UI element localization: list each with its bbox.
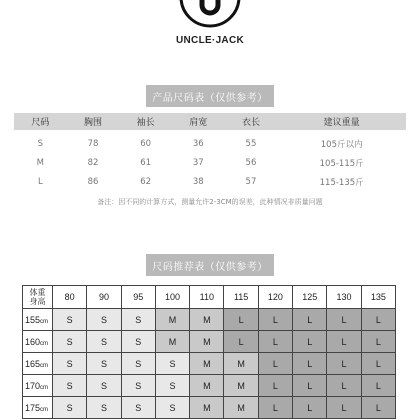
size-cell: L xyxy=(224,331,258,353)
table-cell: 86 xyxy=(87,176,99,187)
header-weight: 建议重量 xyxy=(277,113,406,130)
size-cell: L xyxy=(258,353,292,375)
height-row xyxy=(23,331,396,353)
recommend-table-title: 尺码推荐表（仅供参考） xyxy=(146,254,274,276)
size-cell: S xyxy=(87,397,121,419)
size-cell: M xyxy=(190,331,224,353)
height-row xyxy=(23,397,396,419)
size-cell: L xyxy=(258,309,292,331)
size-cell: L xyxy=(293,375,327,397)
table-cell: S xyxy=(37,138,44,149)
height-cell xyxy=(23,353,53,375)
size-cell: M xyxy=(155,331,189,353)
size-cell: L xyxy=(224,309,258,331)
size-table xyxy=(14,113,406,191)
size-cell: S xyxy=(121,309,155,331)
size-cell: L xyxy=(361,353,395,375)
height-value: 155 xyxy=(25,314,41,325)
size-cell: S xyxy=(155,353,189,375)
size-table-title: 产品尺码表（仅供参考） xyxy=(146,85,274,107)
size-cell: M xyxy=(224,375,258,397)
size-cell: S xyxy=(53,375,87,397)
table-cell: 115-135斤 xyxy=(319,177,364,188)
header-size: 尺码 xyxy=(14,113,67,130)
height-cell xyxy=(23,375,53,397)
table-cell: 56 xyxy=(245,157,257,168)
size-table-header-row xyxy=(14,113,406,130)
size-cell: M xyxy=(224,353,258,375)
size-cell: L xyxy=(361,331,395,353)
table-cell: 78 xyxy=(87,138,99,149)
weight-header-cell: 110 xyxy=(190,286,224,309)
table-cell: 61 xyxy=(140,157,152,168)
weight-header-cell: 100 xyxy=(155,286,189,309)
size-cell: S xyxy=(53,331,87,353)
table-cell: 60 xyxy=(140,138,152,149)
header-shoulder: 肩宽 xyxy=(172,113,225,130)
corner-height-label: 身高 xyxy=(29,297,46,306)
weight-header-cell: 115 xyxy=(224,286,258,309)
height-row xyxy=(23,353,396,375)
size-cell: M xyxy=(190,397,224,419)
table-cell: 55 xyxy=(245,138,257,149)
size-cell: L xyxy=(293,309,327,331)
height-unit: cm xyxy=(40,362,49,369)
table-cell: 57 xyxy=(245,176,257,187)
size-cell: S xyxy=(121,353,155,375)
size-cell: S xyxy=(53,353,87,375)
height-row xyxy=(23,309,396,331)
recommend-table xyxy=(22,285,396,419)
corner-weight-label: 体重 xyxy=(29,288,46,297)
size-cell: L xyxy=(293,397,327,419)
size-cell: L xyxy=(327,375,361,397)
size-cell: L xyxy=(258,397,292,419)
size-cell: S xyxy=(121,375,155,397)
size-cell: S xyxy=(87,331,121,353)
brand-name: UNCLE·JACK xyxy=(176,35,244,46)
size-cell: L xyxy=(361,375,395,397)
size-cell: S xyxy=(121,397,155,419)
header-chest: 胸围 xyxy=(67,113,120,130)
size-cell: L xyxy=(327,331,361,353)
table-cell: 38 xyxy=(192,176,204,187)
size-cell: M xyxy=(190,309,224,331)
height-value: 160 xyxy=(25,336,41,347)
table-cell: 105斤以内 xyxy=(320,139,363,150)
measurement-note: 备注：因不同的计算方式，测量允许2-3CM的误差，此种情况非质量问题 xyxy=(97,198,323,206)
table-row xyxy=(14,172,406,191)
table-row xyxy=(14,153,406,172)
table-cell: 105-115斤 xyxy=(319,158,364,169)
height-value: 175 xyxy=(25,402,41,413)
table-cell: 37 xyxy=(192,157,204,168)
weight-header-cell: 135 xyxy=(361,286,395,309)
size-cell: L xyxy=(361,309,395,331)
height-cell xyxy=(23,309,53,331)
size-cell: S xyxy=(87,309,121,331)
height-unit: cm xyxy=(40,384,49,391)
weight-header-cell: 80 xyxy=(53,286,87,309)
size-cell: S xyxy=(53,397,87,419)
table-cell: L xyxy=(37,176,43,187)
size-cell: L xyxy=(327,309,361,331)
table-cell: M xyxy=(36,157,44,168)
table-cell: 82 xyxy=(87,157,99,168)
height-unit: cm xyxy=(40,406,49,413)
header-sleeve: 袖长 xyxy=(119,113,172,130)
size-cell: L xyxy=(258,331,292,353)
corner-cell xyxy=(23,286,53,309)
size-cell: S xyxy=(53,309,87,331)
weight-header-cell: 130 xyxy=(327,286,361,309)
weight-header-cell: 120 xyxy=(258,286,292,309)
size-cell: L xyxy=(293,331,327,353)
size-cell: L xyxy=(327,397,361,419)
size-cell: L xyxy=(361,397,395,419)
weight-header-cell: 125 xyxy=(293,286,327,309)
height-unit: cm xyxy=(40,318,49,325)
weight-header-cell: 95 xyxy=(121,286,155,309)
height-cell xyxy=(23,397,53,419)
size-cell: L xyxy=(327,353,361,375)
size-cell: S xyxy=(87,353,121,375)
size-cell: L xyxy=(258,375,292,397)
height-row xyxy=(23,375,396,397)
table-row xyxy=(14,130,406,153)
size-cell: S xyxy=(121,331,155,353)
size-cell: M xyxy=(190,353,224,375)
size-cell: M xyxy=(190,375,224,397)
brand-logo-icon xyxy=(179,0,241,31)
size-cell: S xyxy=(87,375,121,397)
height-cell xyxy=(23,331,53,353)
height-value: 165 xyxy=(25,358,41,369)
table-cell: 36 xyxy=(192,138,204,149)
table-cell: 62 xyxy=(140,176,152,187)
size-cell: S xyxy=(155,375,189,397)
height-unit: cm xyxy=(40,340,49,347)
size-cell: M xyxy=(224,397,258,419)
size-cell: L xyxy=(293,353,327,375)
height-value: 170 xyxy=(25,380,41,391)
weight-header-row xyxy=(23,286,396,309)
size-cell: M xyxy=(155,309,189,331)
weight-header-cell: 90 xyxy=(87,286,121,309)
size-cell: S xyxy=(155,397,189,419)
header-length: 衣长 xyxy=(225,113,278,130)
